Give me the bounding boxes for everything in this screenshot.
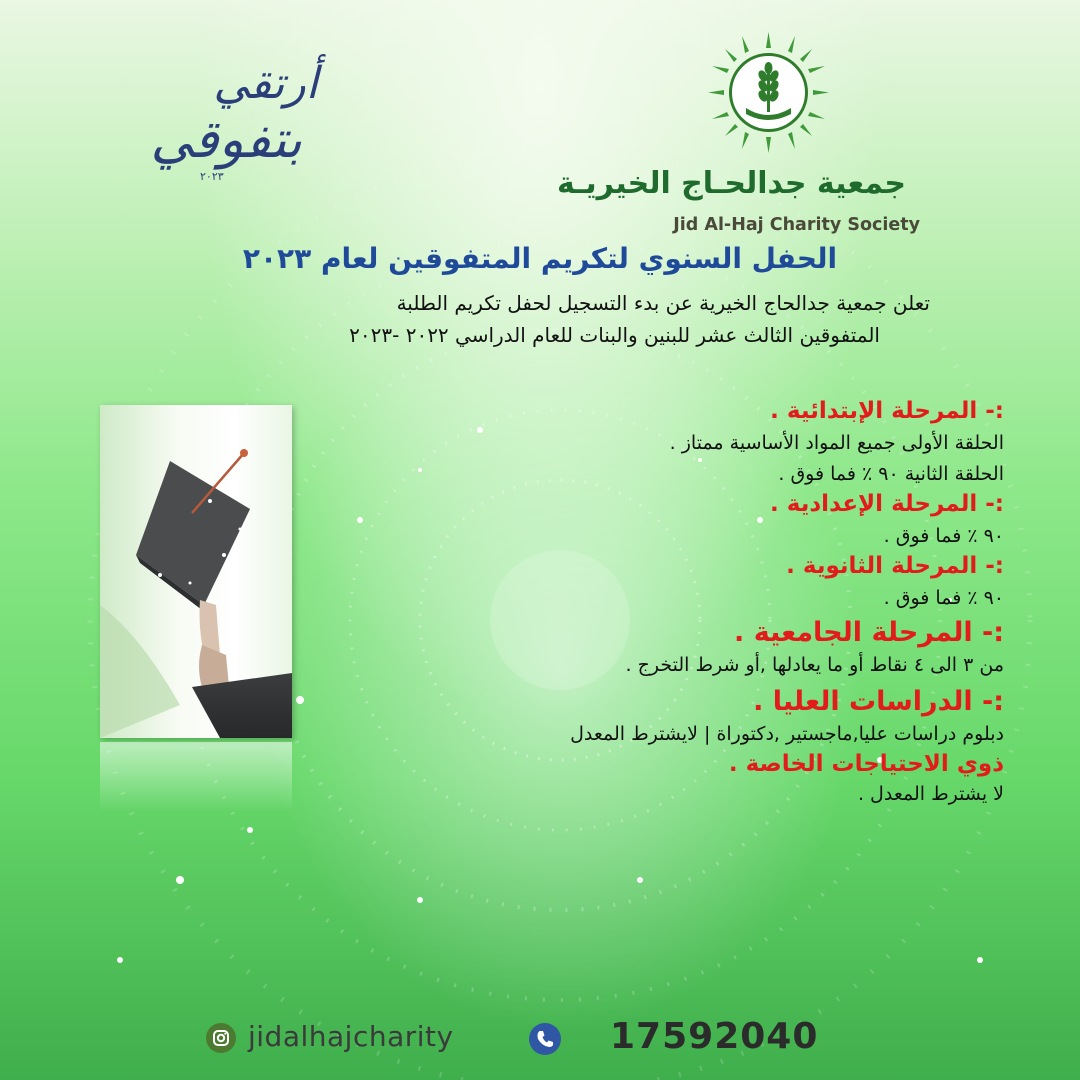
org-name-arabic: جمعية جدالحـاج الخيريـة — [556, 166, 906, 201]
section-primary-line-1: الحلقة الأولى جميع المواد الأساسية ممتاز . — [669, 432, 1004, 454]
intro-line-1: تعلن جمعية جدالحاج الخيرية عن بدء التسجيل لحفل تكريم الطلبة — [396, 291, 930, 315]
section-secondary-line-1: ٩٠ ٪ فما فوق . — [883, 587, 1004, 609]
slogan-line-1: أرتقي — [213, 58, 318, 109]
org-name-english: Jid Al-Haj Charity Society — [673, 215, 920, 235]
footer — [0, 1012, 1080, 1072]
photo-reflection — [100, 742, 292, 812]
instagram-icon[interactable] — [206, 1023, 236, 1053]
criteria-list — [364, 398, 1004, 805]
instagram-handle-link[interactable]: jidalhajcharity — [248, 1020, 454, 1053]
section-secondary-title: :- المرحلة الثانوية . — [786, 553, 1004, 579]
slogan-line-2: بتفوقي — [150, 110, 302, 170]
phone-number-link[interactable]: 17592040 — [610, 1016, 819, 1057]
section-postgraduate-title: :- الدراسات العليا . — [753, 686, 1004, 717]
slogan-calligraphy — [138, 58, 328, 198]
section-postgraduate-line-1: دبلوم دراسات عليا,ماجستير ,دكتوراة | لايشترط المعدل — [570, 723, 1004, 745]
section-preparatory-line-1: ٩٠ ٪ فما فوق . — [883, 525, 1004, 547]
headline: الحفل السنوي لتكريم المتفوقين لعام ٢٠٢٣ — [242, 242, 838, 275]
graduation-cap-hand-image — [100, 405, 292, 738]
intro-line-2: المتفوقين الثالث عشر للبنين والبنات للعام الدراسي ٢٠٢٢ -٢٠٢٣ — [349, 323, 880, 347]
section-preparatory-title: :- المرحلة الإعدادية . — [770, 491, 1004, 517]
logo-area — [556, 30, 928, 235]
slogan-year: ٢٠٢٣ — [200, 170, 224, 183]
section-primary-title: :- المرحلة الإبتدائية . — [770, 398, 1004, 424]
section-university-title: :- المرحلة الجامعية . — [734, 617, 1004, 648]
phone-icon[interactable] — [529, 1023, 561, 1055]
section-special-needs-title: ذوي الاحتياجات الخاصة . — [728, 751, 1004, 777]
graduation-photo — [100, 405, 292, 738]
section-primary-line-2: الحلقة الثانية ٩٠ ٪ فما فوق . — [778, 463, 1004, 485]
wheat-sun-emblem-icon — [706, 30, 831, 155]
section-special-needs-line-1: لا يشترط المعدل . — [857, 783, 1004, 805]
section-university-line-1: من ٣ الى ٤ نقاط أو ما يعادلها ,أو شرط التخرج . — [625, 654, 1004, 676]
